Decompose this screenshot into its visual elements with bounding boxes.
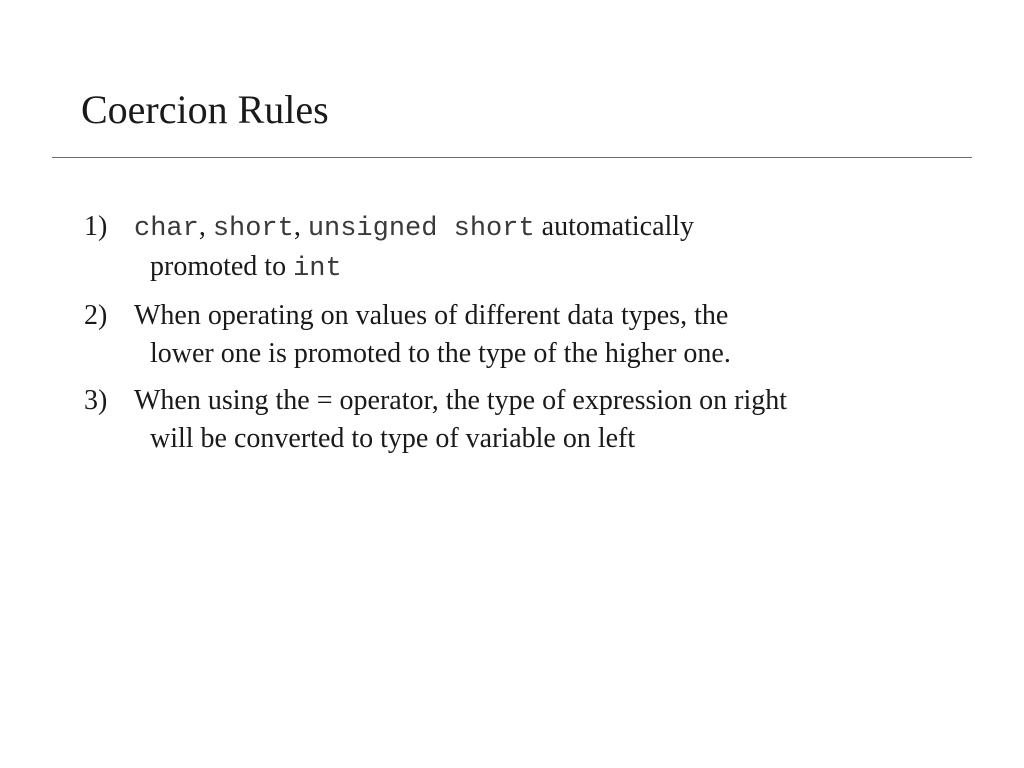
rule-number: 3) — [84, 385, 108, 416]
rule-item-3 — [84, 382, 984, 458]
rule-item-1 — [84, 208, 984, 288]
rule-text: promoted to — [150, 251, 294, 282]
rule-number: 2) — [84, 300, 108, 331]
title-divider — [52, 157, 972, 158]
rule-item-2 — [84, 297, 984, 373]
rule-line-continuation — [134, 248, 984, 288]
code-unsigned-short: unsigned short — [307, 214, 535, 244]
separator: , — [293, 211, 308, 242]
rule-text: automatically — [534, 211, 695, 242]
rule-line-first: When operating on values of different data types, the — [134, 300, 729, 331]
slide-title: Coercion Rules — [81, 87, 329, 132]
code-int: int — [293, 254, 342, 284]
rule-line-first — [134, 208, 984, 248]
rule-line-first: When using the = operator, the type of expression on right — [134, 385, 788, 416]
rule-number: 1) — [84, 211, 108, 242]
rule-line-continuation: lower one is promoted to the type of the higher one. — [150, 338, 731, 369]
code-short: short — [212, 214, 294, 244]
rule-line-continuation: will be converted to type of variable on left — [150, 423, 636, 454]
code-char: char — [134, 214, 199, 244]
coercion-rules-list — [84, 208, 984, 467]
separator: , — [198, 211, 213, 242]
